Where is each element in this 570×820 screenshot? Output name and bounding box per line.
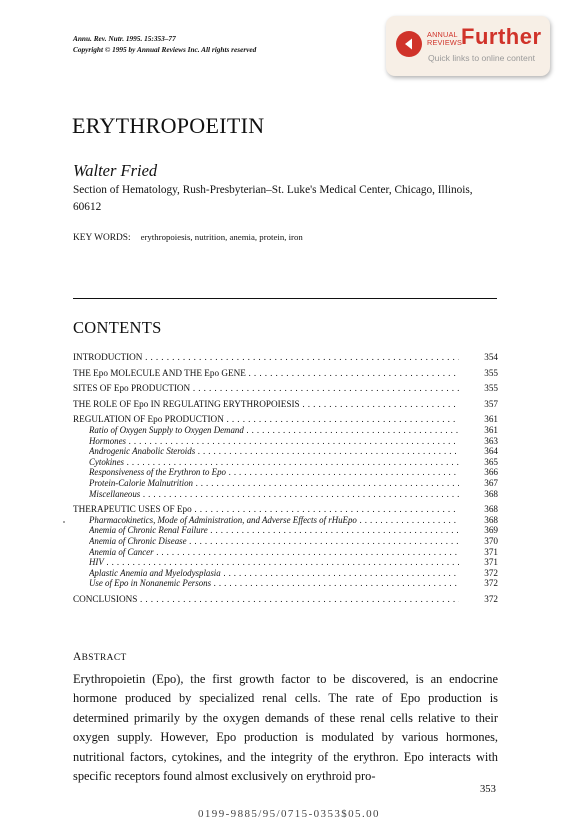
toc-entry-page: 372 — [484, 593, 498, 604]
toc-entry-page: 368 — [484, 514, 498, 525]
toc-entry-label: Use of Epo in Nonanemic Persons . . . — [89, 578, 459, 589]
toc-entry-page: 354 — [484, 352, 498, 362]
toc-entry-page: 372 — [484, 567, 498, 578]
copyright-line: Copyright © 1995 by Annual Reviews Inc. All rights reserved — [73, 45, 257, 54]
toc-entry-label: Hormones . . . — [89, 436, 459, 447]
page-number: 353 — [480, 784, 496, 795]
toc-entry-page: 369 — [484, 525, 498, 536]
toc-entry-page: 366 — [484, 467, 498, 478]
toc-entry-label: INTRODUCTION . . . — [73, 352, 459, 363]
toc-subsection-entry — [73, 489, 498, 500]
toc-entry-page: 372 — [484, 578, 498, 589]
toc-entry-label: Pharmacokinetics, Mode of Administration, and Adverse Effects of rHuEpo . . . — [89, 515, 459, 526]
toc-entry-page: 365 — [484, 456, 498, 467]
abstract-label-initial: A — [73, 651, 82, 663]
toc-entry-label: Androgenic Anabolic Steroids . . . — [89, 446, 459, 457]
toc-entry-page: 355 — [484, 383, 498, 394]
toc-subsection-entry — [73, 425, 498, 436]
toc-subsection-entry — [73, 457, 498, 468]
toc-section-entry — [73, 414, 498, 425]
section-divider — [73, 298, 497, 299]
badge-subtitle: Quick links to online content — [428, 53, 536, 63]
toc-entry-label: Protein-Calorie Malnutrition . . . — [89, 478, 459, 489]
toc-entry-label: Anemia of Chronic Disease . . . — [89, 536, 459, 547]
toc-entry-label: Responsiveness of the Erythron to Epo . . . — [89, 467, 459, 478]
badge-kicker: ANNUAL REVIEWS — [427, 30, 463, 47]
article-title: ERYTHROPOEITIN — [72, 113, 265, 138]
chevron-left-icon — [396, 31, 422, 57]
abstract-label — [73, 651, 127, 663]
toc-subsection-entry — [73, 547, 498, 558]
toc-entry-label: Cytokines . . . — [89, 457, 459, 468]
toc-subsection-entry — [73, 478, 498, 489]
toc-section-entry — [73, 594, 498, 605]
journal-citation — [73, 33, 256, 55]
toc-subsection-entry — [73, 446, 498, 457]
toc-entry-label: Anemia of Cancer . . . — [89, 547, 459, 558]
toc-subsection-entry — [73, 525, 498, 536]
further-badge[interactable] — [386, 16, 550, 76]
toc-entry-label: CONCLUSIONS . . . — [73, 594, 459, 605]
abstract-label-rest: BSTRACT — [81, 653, 127, 663]
citation-line: Annu. Rev. Nutr. 1995. 15:353–77 — [73, 34, 176, 43]
toc-entry-label: Ratio of Oxygen Supply to Oxygen Demand . . . — [89, 425, 459, 436]
toc-section-entry — [73, 368, 498, 379]
keywords-line — [73, 232, 303, 243]
keywords-values: erythropoiesis, nutrition, anemia, protein, iron — [140, 232, 303, 242]
toc-section-entry — [73, 352, 498, 363]
toc-entry-page: 370 — [484, 535, 498, 546]
toc-entry-label: THERAPEUTIC USES OF Epo . . . — [73, 504, 459, 515]
toc-subsection-entry — [73, 467, 498, 478]
scan-mark — [63, 521, 65, 523]
keywords-label: KEY WORDS: — [73, 233, 131, 243]
toc-entry-page: 363 — [484, 435, 498, 446]
author-affiliation: Section of Hematology, Rush-Presbyterian–St. Luke's Medical Center, Chicago, Illinois, 60612 — [73, 184, 473, 213]
abstract-text: Erythropoietin (Epo), the first growth factor to be discovered, is an endocrine hormone produced by specialized renal cells. The rate of Epo production is determined primarily by the oxygen demands of these renal cells relative to their oxygen supply. However, Epo production is modulated by various hormones, nutritional factors, cytokines, and the integrity of the erythron. Epo interacts with specific receptors found almost exclusively on erythroid pro- — [73, 672, 498, 784]
toc-entry-page: 371 — [484, 557, 498, 568]
toc-section-entry — [73, 399, 498, 410]
toc-entry-label: Aplastic Anemia and Myelodysplasia . . . — [89, 568, 459, 579]
toc-section-entry — [73, 383, 498, 394]
contents-heading: CONTENTS — [73, 318, 162, 337]
toc-entry-page: 364 — [484, 446, 498, 457]
toc-entry-page: 368 — [484, 488, 498, 499]
toc-subsection-entry — [73, 436, 498, 447]
toc-subsection-entry — [73, 515, 498, 526]
toc-entry-page: 361 — [484, 414, 498, 425]
toc-subsection-entry — [73, 557, 498, 568]
toc-section-entry — [73, 504, 498, 515]
toc-entry-label: HIV . . . — [89, 557, 459, 568]
toc-entry-page: 367 — [484, 477, 498, 488]
toc-entry-page: 368 — [484, 504, 498, 515]
toc-subsection-entry — [73, 568, 498, 579]
toc-entry-page: 371 — [484, 546, 498, 557]
toc-entry-page: 361 — [484, 424, 498, 435]
toc-entry-label: SITES OF Epo PRODUCTION . . . — [73, 383, 459, 394]
table-of-contents — [73, 352, 498, 604]
toc-entry-page: 357 — [484, 398, 498, 409]
toc-entry-label: Miscellaneous . . . — [89, 489, 459, 500]
toc-entry-label: REGULATION OF Epo PRODUCTION . . . — [73, 414, 459, 425]
toc-entry-label: THE Epo MOLECULE AND THE Epo GENE . . . — [73, 368, 459, 379]
badge-title: Further — [461, 24, 542, 49]
article-code: 0199-9885/95/0715-0353$05.00 — [198, 808, 380, 820]
toc-entry-label: Anemia of Chronic Renal Failure . . . — [89, 525, 459, 536]
toc-subsection-entry — [73, 536, 498, 547]
toc-subsection-entry — [73, 578, 498, 589]
author-name: Walter Fried — [73, 161, 158, 180]
toc-entry-label: THE ROLE OF Epo IN REGULATING ERYTHROPOIESIS . . . — [73, 399, 459, 410]
toc-entry-page: 355 — [484, 367, 498, 378]
